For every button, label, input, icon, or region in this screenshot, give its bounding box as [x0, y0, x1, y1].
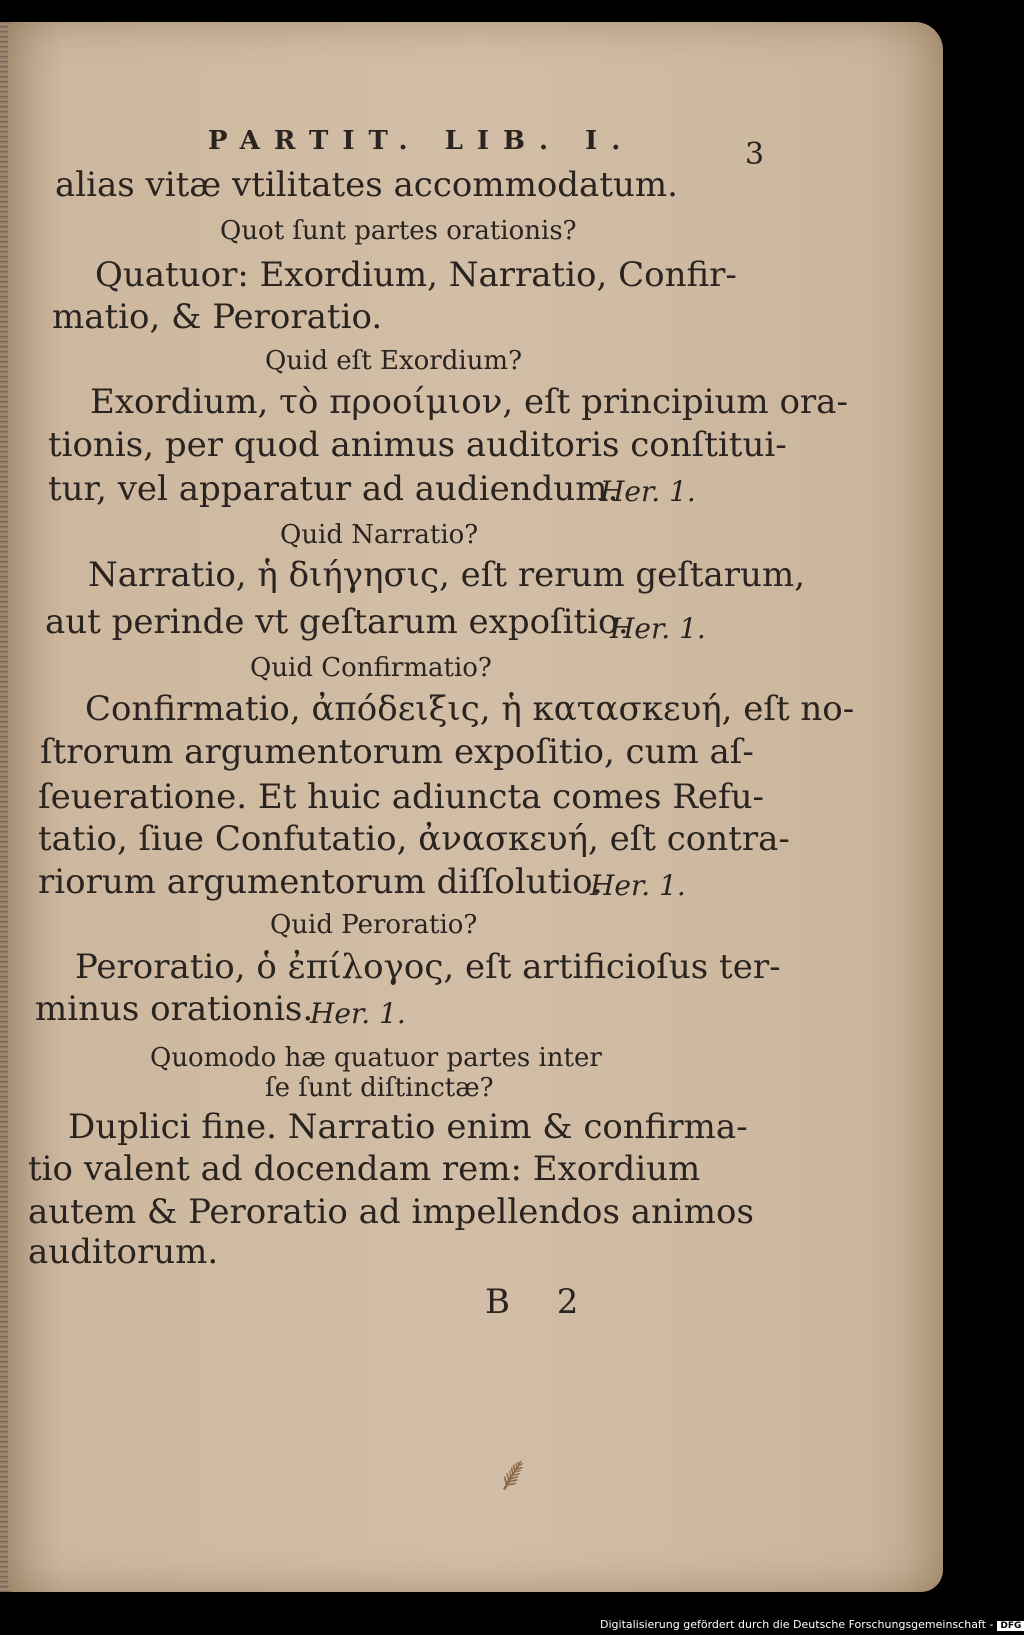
text-line-3: Quatuor: Exordium, Narratio, Confir- — [95, 255, 737, 295]
text-line-14: ſtrorum argumentorum expoſitio, cum aſ- — [40, 732, 754, 772]
running-title: PARTIT. LIB. I. — [208, 126, 635, 156]
reference-1: Her. 1. — [600, 475, 696, 508]
text-line-20: minus orationis. — [35, 989, 314, 1029]
text-line-24: tio valent ad docendam rem: Exordium — [28, 1149, 701, 1189]
text-line-4: matio, & Peroratio. — [52, 297, 383, 337]
page-number: 3 — [745, 137, 765, 172]
ink-mark-icon: ⸙ — [495, 1446, 532, 1502]
reference-2: Her. 1. — [610, 612, 706, 645]
question-6-line-1: Quomodo hæ quatuor partes inter — [150, 1043, 602, 1073]
text-line-26: auditorum. — [28, 1232, 219, 1272]
text-line-23: Duplici fine. Narratio enim & confirma- — [68, 1107, 748, 1147]
reference-4: Her. 1. — [310, 997, 406, 1030]
text-line-7: tionis, per quod animus auditoris conſtitui- — [48, 425, 787, 465]
text-line-11: aut perinde vt geſtarum expoſitio. — [45, 602, 629, 642]
reference-3: Her. 1. — [590, 869, 686, 902]
digitization-credit — [600, 1618, 1024, 1631]
text-line-19: Peroratio, ὁ ἐπίλογος, eſt artificioſus ter- — [75, 947, 781, 987]
question-4: Quid Confirmatio? — [250, 653, 492, 683]
text-line-8: tur, vel apparatur ad audiendum. — [48, 469, 619, 509]
text-line-1: alias vitæ vtilitates accommodatum. — [55, 165, 678, 205]
text-line-17: riorum argumentorum diſſolutio. — [38, 862, 603, 902]
signature-mark: B 2 — [485, 1282, 597, 1322]
dfg-logo: DFG — [997, 1621, 1024, 1631]
credit-text: Digitalisierung gefördert durch die Deutsche Forschungsgemeinschaft - — [600, 1618, 994, 1631]
question-3: Quid Narratio? — [280, 520, 479, 550]
text-line-16: tatio, ſiue Confutatio, ἀνασκευή, eſt contra- — [38, 819, 790, 859]
text-line-13: Confirmatio, ἀπόδειξις, ἡ κατασκευή, eſt no- — [85, 689, 855, 729]
question-2: Quid eſt Exordium? — [265, 346, 523, 376]
text-line-10: Narratio, ἡ διήγησις, eſt rerum geſtarum, — [88, 555, 806, 595]
question-1: Quot ſunt partes orationis? — [220, 216, 577, 246]
text-line-15: ſeueratione. Et huic adiuncta comes Refu- — [38, 777, 765, 817]
question-6-line-2: ſe ſunt diſtinctæ? — [265, 1073, 494, 1103]
text-line-6: Exordium, τὸ προοίμιον, eſt principium ora- — [90, 382, 848, 422]
question-5: Quid Peroratio? — [270, 910, 478, 940]
text-line-25: autem & Peroratio ad impellendos animos — [28, 1192, 754, 1232]
